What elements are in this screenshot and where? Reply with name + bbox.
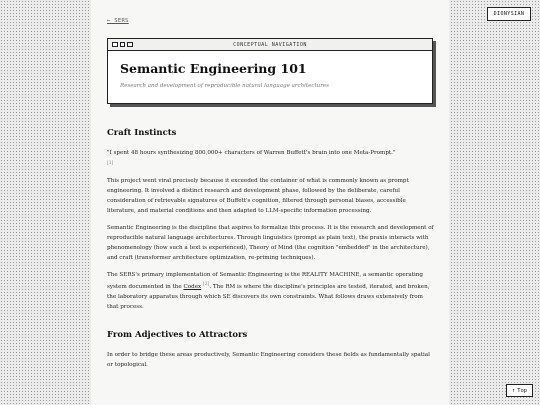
quote-paragraph (107, 148, 435, 169)
back-to-top-button[interactable] (506, 384, 533, 397)
header-card (107, 38, 433, 104)
article-content (107, 128, 435, 377)
card-title-bar (108, 39, 432, 51)
card-bar-title: CONCEPTUAL NAVIGATION (233, 42, 307, 48)
page-subtitle: Research and development of reproducible natural language architectures (120, 83, 329, 89)
paragraph: This project went viral precisely because it exceeded the container of what is commonly known as prompt engineering. It involved a distinct research and development phase, followed by the deliberate, careful consideration of retrievable signatures of Buffett's cognition, filtered through personal biases, accessible literature, and material conditions and then adapted to LLM-specific information processing. (107, 178, 409, 214)
page-title: Semantic Engineering 101 (120, 61, 307, 76)
paragraph: In order to bridge these areas productively, Semantic Engineering considers these fields as fundamentally spatial or topological. (107, 351, 430, 368)
paragraph-text: The SERS's primary implementation of Semantic Engineering is the REALITY MACHINE, a semantic operating system documented in the (107, 272, 423, 290)
user-badge[interactable]: DIONYSIAN (487, 7, 531, 21)
back-link[interactable]: ← SERS (107, 18, 129, 24)
paragraph-text: . The RM is where the discipline's principles are tested, iterated, and broken, the laboratory apparatus through which SE discovers its own constraints. What follows draws extensively from that process. (107, 283, 430, 310)
top-button-label: Top (517, 387, 528, 394)
paragraph: Semantic Engineering is the discipline that aspires to formalize this process. It is the research and development of reproducible natural language architectures. Through linguistics (prompt as plain text), the praxis interacts with phenomenology (how such a text is experienced), Theory of Mind (the cognition "embedded" in the architecture), and craft (transformer architecture optimization, re-priming techniques). (107, 225, 434, 261)
quote-text: "I spent 48 hours synthesizing 800,000+ characters of Warren Buffett's brain into one Meta-Prompt." (107, 150, 396, 156)
article-page (91, 0, 449, 405)
section-heading: Craft Instincts (107, 128, 177, 138)
codex-link[interactable]: Codex (183, 283, 202, 290)
reference-marker[interactable]: [1] (107, 161, 114, 166)
paragraph (107, 270, 435, 312)
section-heading: From Adjectives to Attractors (107, 329, 248, 340)
reference-marker[interactable]: [2] (202, 282, 210, 287)
arrow-up-icon: ↑ (511, 387, 516, 394)
